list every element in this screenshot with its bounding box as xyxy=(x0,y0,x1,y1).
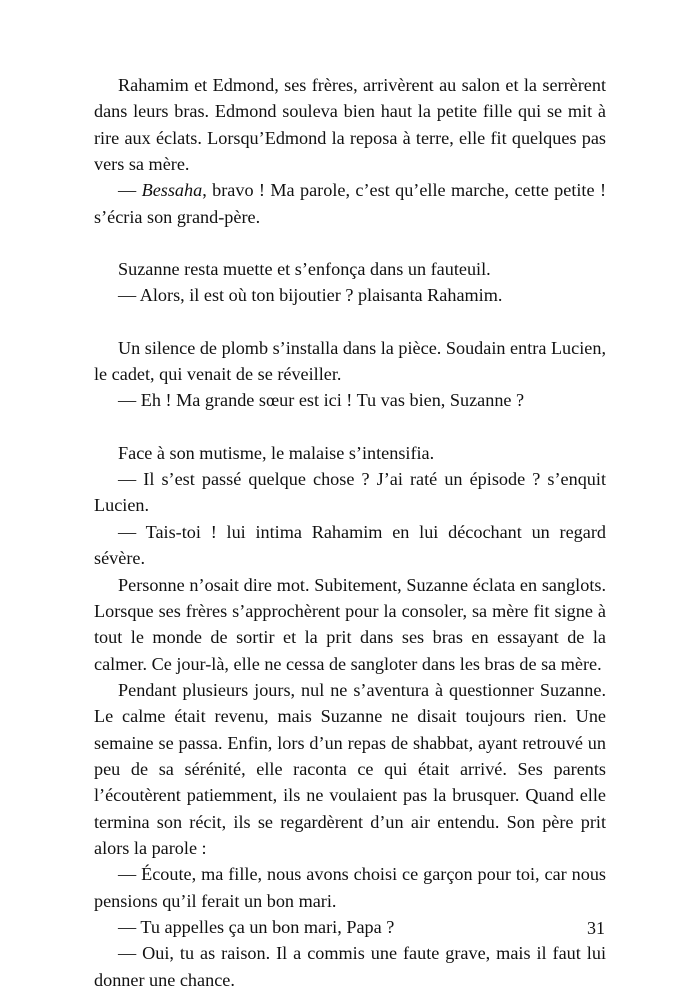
dialogue-line: — Écoute, ma fille, nous avons choisi ce garçon pour toi, car nous pensions qu’il ferait un bon mari. xyxy=(94,864,606,911)
dialogue-text: , bravo ! Ma parole, c’est qu’elle marche, cette petite ! s’écria son grand-père. xyxy=(94,180,606,227)
paragraph: Personne n’osait dire mot. Subitement, Suzanne éclata en sanglots. Lorsque ses frères s’approchèrent pour la consoler, sa mère fit signe à tout le monde de sortir et la prit dans ses bras en essayant de la calmer. Ce jour-là, elle ne cessa de sangloter dans les bras de sa mère. xyxy=(94,574,606,674)
italic-word: Bessaha xyxy=(141,180,203,201)
dialogue-line: — Tu appelles ça un bon mari, Papa ? xyxy=(118,916,395,937)
dialogue-line: — Eh ! Ma grande sœur est ici ! Tu vas bien, Suzanne ? xyxy=(118,390,525,411)
dialogue-line: — Il s’est passé quelque chose ? J’ai raté un épisode ? s’enquit Lucien. xyxy=(94,469,606,516)
body-text xyxy=(94,72,606,993)
dialogue-line: — Tais-toi ! lui intima Rahamim en lui décochant un regard sévère. xyxy=(94,521,606,569)
dialogue-line: — Alors, il est où ton bijoutier ? plaisanta Rahamim. xyxy=(118,285,503,306)
paragraph: Rahamim et Edmond, ses frères, arrivèrent au salon et la serrèrent dans leurs bras. Edmond souleva bien haut la petite fille qui se mit à rire aux éclats. Lorsqu’Edmond la reposa à terre, elle fit quelques pas vers sa mère. xyxy=(94,75,606,175)
paragraph: Pendant plusieurs jours, nul ne s’aventura à questionner Suzanne. Le calme était revenu, mais Suzanne ne disait toujours rien. Une semaine se passa. Enfin, lors d’un repas de shabbat, ayant retrouvé un peu de sa sérénité, elle raconta ce qui était arrivé. Ses parents l’écoutèrent patiemment, ils ne voulaient pas la brusquer. Quand elle termina son récit, ils se regardèrent d’un air entendu. Son père prit alors la parole : xyxy=(94,679,606,858)
dialogue-dash: — xyxy=(118,180,142,201)
dialogue-line: — Oui, tu as raison. Il a commis une faute grave, mais il faut lui donner une chance. xyxy=(94,943,606,990)
paragraph: Suzanne resta muette et s’enfonça dans un fauteuil. xyxy=(118,259,491,280)
paragraph: Un silence de plomb s’installa dans la pièce. Soudain entra Lucien, le cadet, qui venait de se réveiller. xyxy=(94,337,606,385)
paragraph: Face à son mutisme, le malaise s’intensifia. xyxy=(118,442,435,463)
dialogue-line xyxy=(94,177,606,230)
page-number: 31 xyxy=(587,918,605,938)
